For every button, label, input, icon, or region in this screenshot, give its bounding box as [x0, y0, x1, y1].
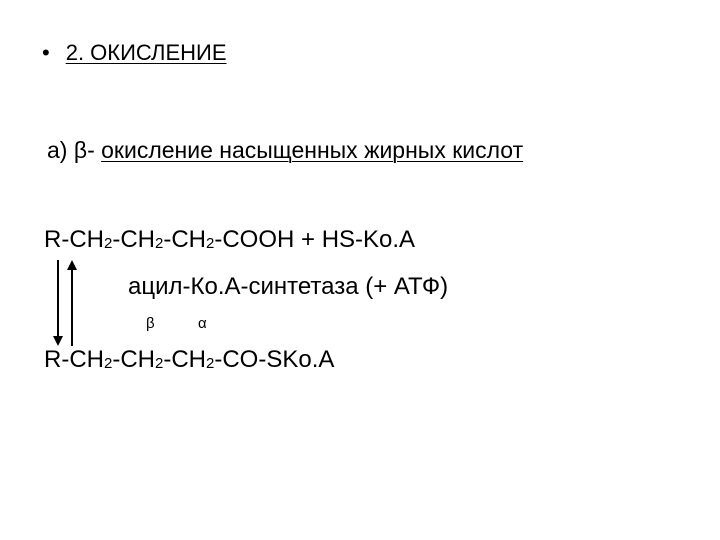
subheading-text: окисление насыщенных жирных кислот — [101, 137, 524, 163]
subscript: 2 — [155, 355, 164, 372]
ch-group: -CH — [163, 226, 206, 253]
subscript: 2 — [104, 355, 113, 372]
reaction-equation-bottom — [44, 348, 334, 372]
ch-group: -CH — [112, 226, 155, 253]
equation-tail: -COOH + HS-Ko.A — [214, 226, 416, 253]
subscript: 2 — [206, 355, 215, 372]
bullet-heading — [42, 42, 227, 64]
reaction-equation-top — [44, 228, 415, 252]
beta-carbon-label: β — [146, 315, 155, 332]
enzyme-label: ацил-Ко.А-синтетаза (+ АТФ) — [128, 273, 449, 300]
equation-tail: -CO-SKo.A — [214, 346, 335, 373]
ch-group: -CH — [112, 346, 155, 373]
subheading-prefix: а) β- — [47, 137, 102, 163]
bullet-dot: • — [42, 40, 50, 65]
reversible-arrows-icon — [50, 260, 80, 346]
subscript: 2 — [155, 235, 164, 252]
ch-group: -CH — [61, 346, 104, 373]
alpha-carbon-label: α — [198, 315, 207, 332]
section-title: 2. ОКИСЛЕНИЕ — [65, 40, 227, 65]
ch-group: -CH — [163, 346, 206, 373]
radical: R — [44, 226, 62, 253]
subscript: 2 — [104, 235, 113, 252]
ch-group: -CH — [61, 226, 104, 253]
subheading — [47, 139, 523, 162]
subscript: 2 — [206, 235, 215, 252]
radical: R — [44, 346, 62, 373]
